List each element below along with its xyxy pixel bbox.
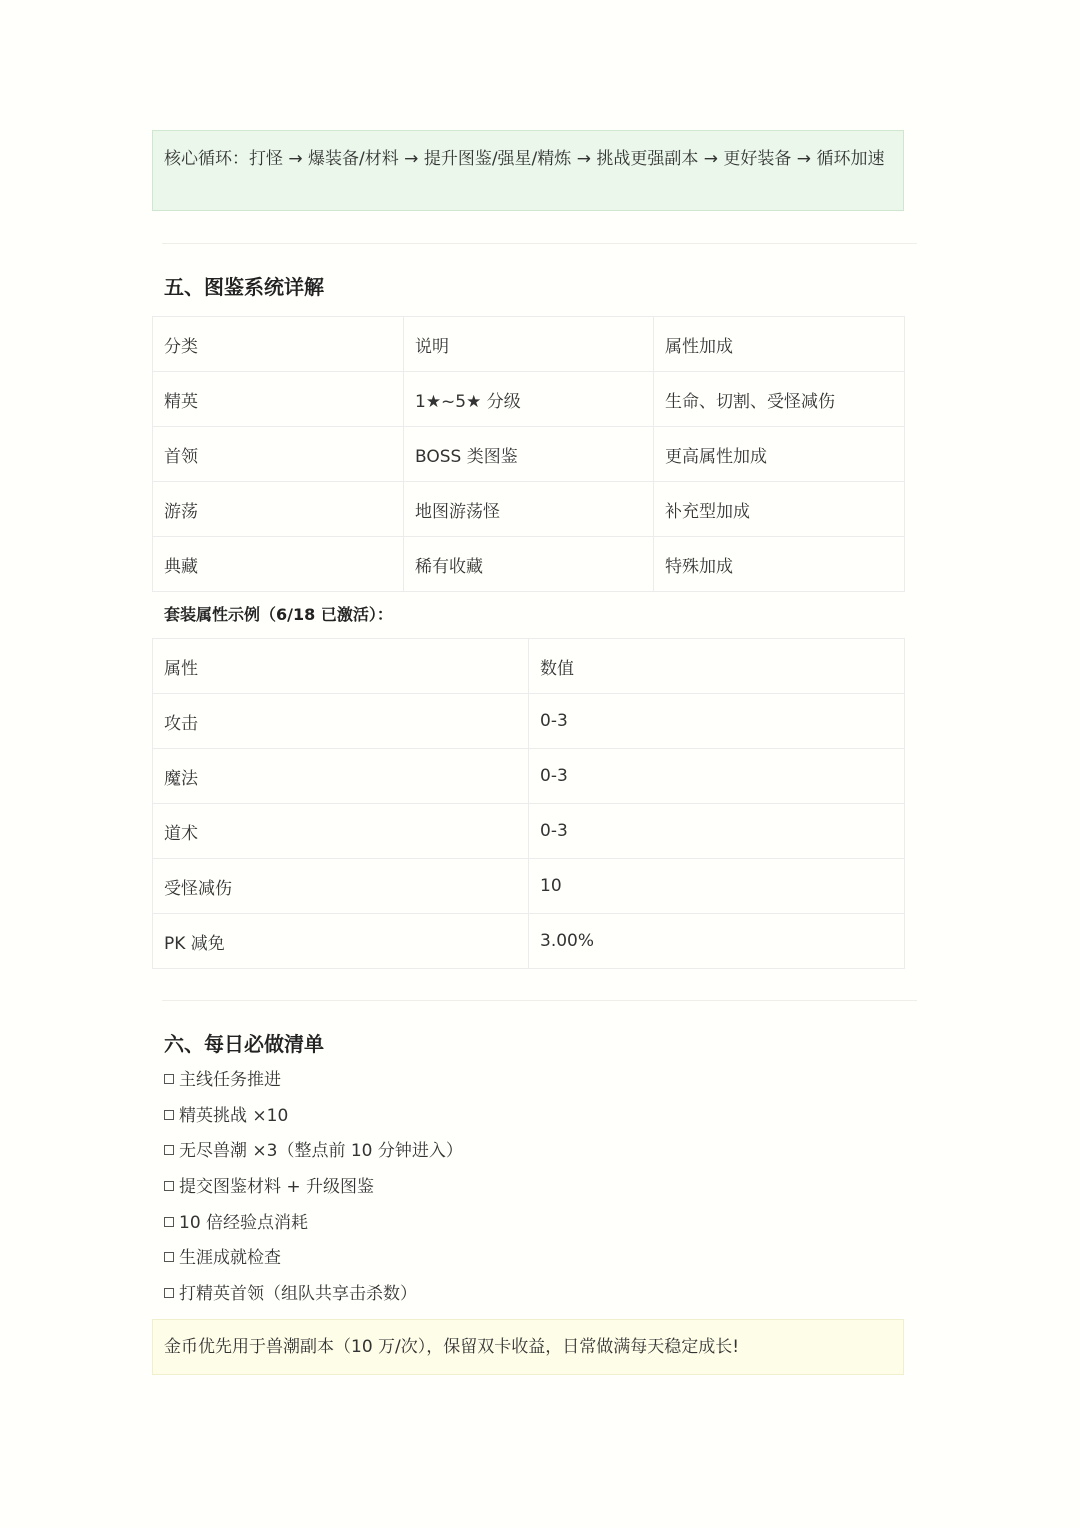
table-cell: 补充型加成 xyxy=(654,482,905,537)
table-row xyxy=(153,427,905,482)
table-row xyxy=(153,804,905,859)
checklist-item-label: 生涯成就检查 xyxy=(179,1248,281,1269)
checkbox-icon[interactable] xyxy=(164,1110,174,1120)
checklist-item-label: 打精英首领（组队共享击杀数） xyxy=(179,1284,417,1305)
table-cell: 稀有收藏 xyxy=(404,537,654,592)
checklist-item[interactable] xyxy=(152,1277,904,1313)
table-cell: 典藏 xyxy=(153,537,404,592)
table-cell: 0-3 xyxy=(529,749,905,804)
daily-checklist xyxy=(152,1063,904,1313)
table-cell: 0-3 xyxy=(529,694,905,749)
table-cell: 生命、切割、受怪减伤 xyxy=(654,372,905,427)
checklist-item[interactable] xyxy=(152,1099,904,1135)
table-row xyxy=(153,694,905,749)
table-row xyxy=(153,537,905,592)
table-cell: 10 xyxy=(529,859,905,914)
table-row xyxy=(153,749,905,804)
table-cell: BOSS 类图鉴 xyxy=(404,427,654,482)
table-header-row xyxy=(153,639,905,694)
checklist-item-label: 主线任务推进 xyxy=(179,1070,281,1090)
core-loop-callout xyxy=(152,130,904,211)
checkbox-icon[interactable] xyxy=(164,1145,174,1155)
checklist-item[interactable] xyxy=(152,1206,904,1242)
checklist-item[interactable] xyxy=(152,1134,904,1170)
table-cell: 首领 xyxy=(153,427,404,482)
table-cell: 魔法 xyxy=(153,749,529,804)
table-cell: 特殊加成 xyxy=(654,537,905,592)
table-cell: 精英 xyxy=(153,372,404,427)
table-row xyxy=(153,914,905,969)
collection-table xyxy=(152,316,905,592)
table-cell: 攻击 xyxy=(153,694,529,749)
checkbox-icon[interactable] xyxy=(164,1252,174,1262)
table-cell: 更高属性加成 xyxy=(654,427,905,482)
table-row xyxy=(153,482,905,537)
section-title-daily: 六、每日必做清单 xyxy=(164,1032,324,1056)
table-cell: 地图游荡怪 xyxy=(404,482,654,537)
header-cell: 说明 xyxy=(404,317,654,372)
table-cell: 0-3 xyxy=(529,804,905,859)
table-header-row xyxy=(153,317,905,372)
checklist-item-label: 10 倍经验点消耗 xyxy=(179,1212,309,1233)
table-cell: 1★~5★ 分级 xyxy=(404,372,654,427)
header-cell: 数值 xyxy=(529,639,905,694)
header-cell: 属性加成 xyxy=(654,317,905,372)
set-attributes-table xyxy=(152,638,905,969)
checkbox-icon[interactable] xyxy=(164,1288,174,1298)
gold-tip-callout xyxy=(152,1319,904,1375)
checklist-item-label: 精英挑战 ×10 xyxy=(179,1105,289,1126)
checkbox-icon[interactable] xyxy=(164,1074,174,1084)
set-attributes-title: 套装属性示例（6/18 已激活）： xyxy=(164,605,393,624)
table-cell: 3.00% xyxy=(529,914,905,969)
gold-tip-text: 金币优先用于兽潮副本（10 万/次），保留双卡收益，日常做满每天稳定成长! xyxy=(164,1336,740,1357)
header-cell: 属性 xyxy=(153,639,529,694)
checklist-item[interactable] xyxy=(152,1170,904,1206)
checklist-item-label: 提交图鉴材料 + 升级图鉴 xyxy=(179,1177,375,1198)
section-title-collection: 五、图鉴系统详解 xyxy=(164,275,324,299)
checklist-item[interactable] xyxy=(152,1241,904,1277)
table-cell: 道术 xyxy=(153,804,529,859)
guide-page xyxy=(152,130,904,1375)
core-loop-text: 核心循环：打怪 → 爆装备/材料 → 提升图鉴/强星/精炼 → 挑战更强副本 → 更好装备 → 循环加速 xyxy=(164,149,885,169)
table-cell: PK 减免 xyxy=(153,914,529,969)
header-cell: 分类 xyxy=(153,317,404,372)
table-row xyxy=(153,859,905,914)
table-row xyxy=(153,372,905,427)
table-cell: 受怪减伤 xyxy=(153,859,529,914)
checkbox-icon[interactable] xyxy=(164,1217,174,1227)
checklist-item[interactable] xyxy=(152,1063,904,1099)
checklist-item-label: 无尽兽潮 ×3（整点前 10 分钟进入） xyxy=(179,1141,463,1162)
table-cell: 游荡 xyxy=(153,482,404,537)
checkbox-icon[interactable] xyxy=(164,1181,174,1191)
